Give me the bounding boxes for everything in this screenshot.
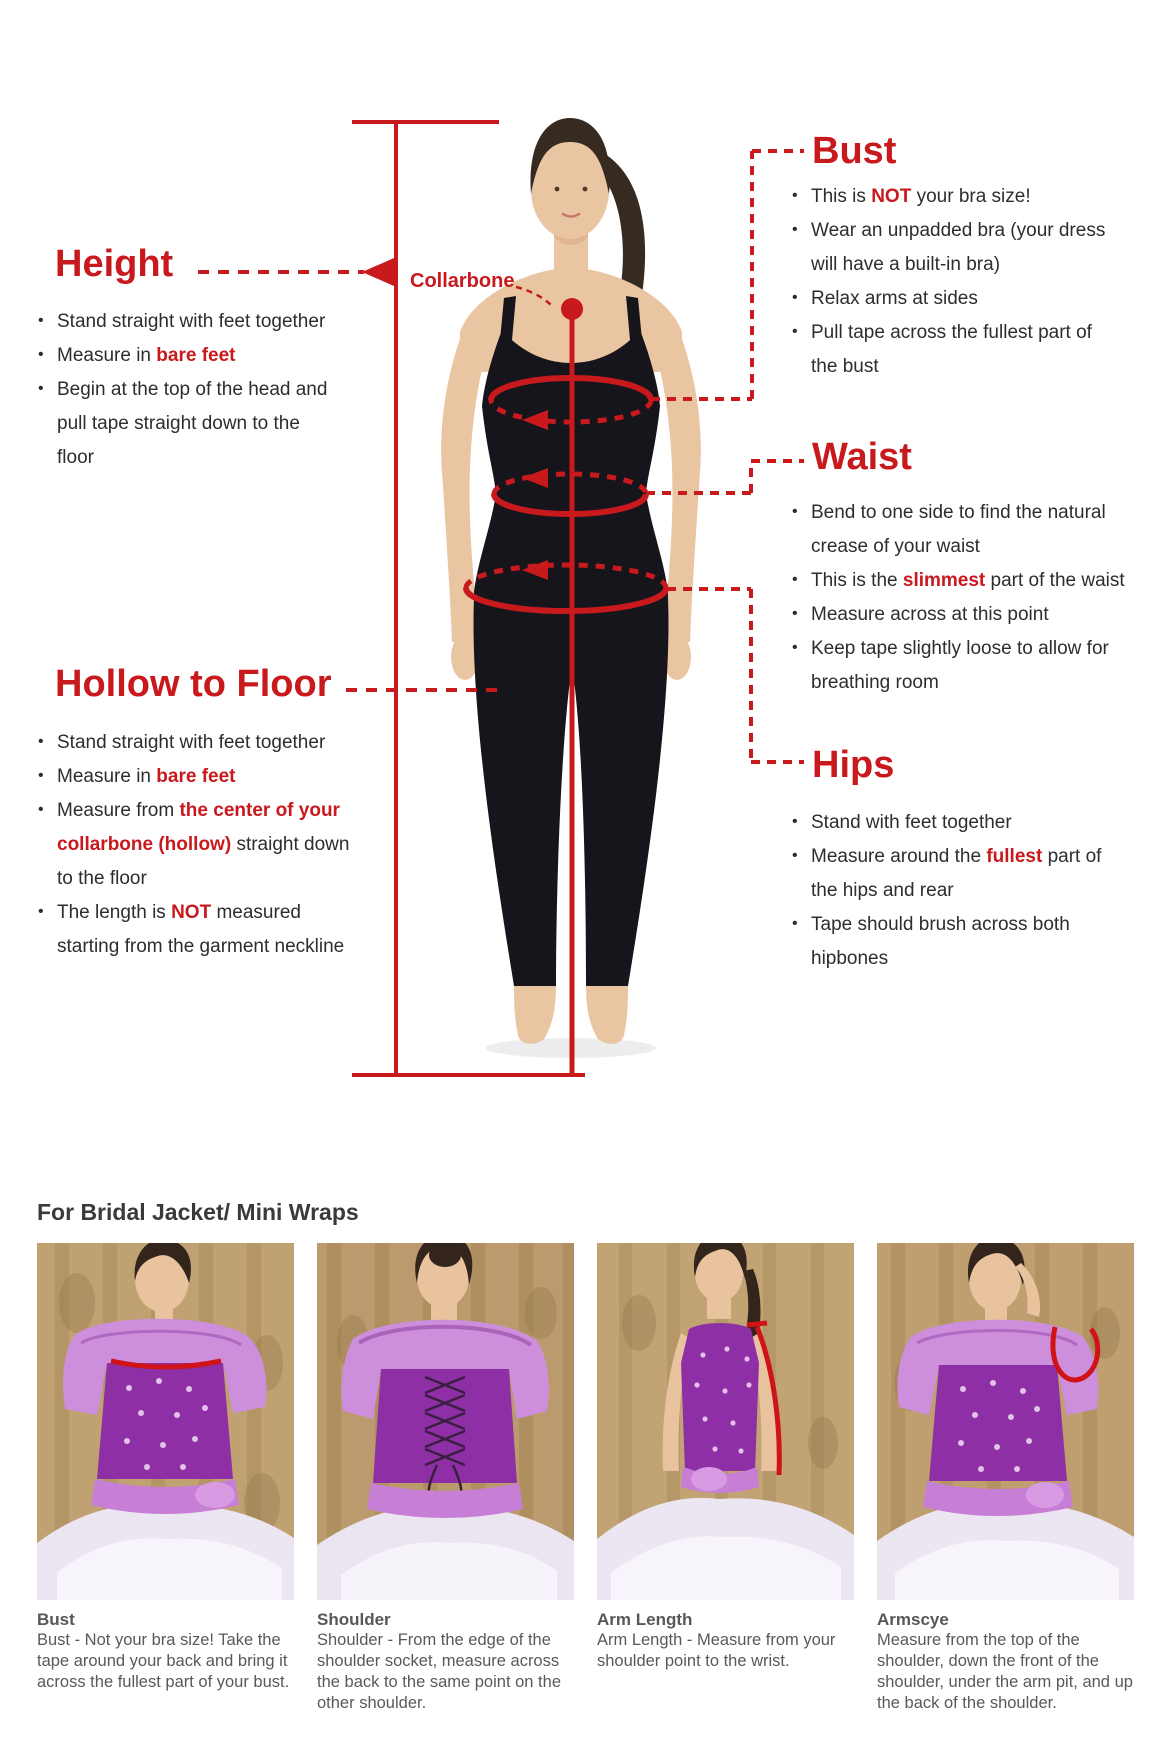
waist-bullets bbox=[790, 496, 1130, 700]
card-shoulder-desc: Shoulder - From the edge of the shoulder socket, measure across the back to the same point on the other shoulder. bbox=[317, 1631, 561, 1712]
card-arm-length-desc: Arm Length - Measure from your shoulder point to the wrist. bbox=[597, 1631, 836, 1670]
hollow-bullet: • Measure in bare feet bbox=[36, 760, 366, 794]
card-bust bbox=[37, 1243, 294, 1714]
collarbone-label: Collarbone bbox=[410, 270, 515, 292]
right-foot bbox=[586, 986, 628, 1044]
card-armscye bbox=[877, 1243, 1134, 1714]
height-arrowhead-icon bbox=[362, 258, 394, 286]
hips-bullet: • Stand with feet together bbox=[790, 806, 1106, 840]
bust-bullet: • Relax arms at sides bbox=[790, 282, 1106, 316]
hollow-bullets bbox=[36, 726, 366, 964]
bust-bullet: • Wear an unpadded bra (your dress will have a built-in bra) bbox=[790, 214, 1106, 282]
card-armscye-desc: Measure from the top of the shoulder, down the front of the shoulder, under the arm pit, and up the back of the shoulder. bbox=[877, 1631, 1133, 1712]
waist-bullet: • This is the slimmest part of the waist bbox=[790, 564, 1130, 598]
hollow-bullet: • Measure from the center of your collarbone (hollow) straight down to the floor bbox=[36, 794, 366, 896]
card-bust-desc: Bust - Not your bra size! Take the tape around your back and bring it across the fullest part of your bust. bbox=[37, 1631, 290, 1691]
height-title: Height bbox=[55, 243, 174, 285]
bottom-section-heading: For Bridal Jacket/ Mini Wraps bbox=[37, 1199, 359, 1225]
card-arm-length bbox=[597, 1243, 854, 1714]
left-eye bbox=[555, 187, 560, 192]
hips-bullet: • Measure around the fullest part of the hips and rear bbox=[790, 840, 1106, 908]
card-arm-length-name: Arm Length bbox=[597, 1610, 693, 1629]
bust-title: Bust bbox=[812, 130, 897, 172]
right-eye bbox=[583, 187, 588, 192]
card-armscye-name: Armscye bbox=[877, 1610, 949, 1629]
photo-armscye-front bbox=[877, 1243, 1134, 1600]
hollow-bullet: • Stand straight with feet together bbox=[36, 726, 366, 760]
waist-bullet: • Bend to one side to find the natural crease of your waist bbox=[790, 496, 1130, 564]
waist-bullet: • Keep tape slightly loose to allow for breathing room bbox=[790, 632, 1130, 700]
waist-bullet: • Measure across at this point bbox=[790, 598, 1130, 632]
card-shoulder-name: Shoulder bbox=[317, 1610, 391, 1629]
height-bullets bbox=[36, 305, 341, 475]
bust-bullet: • Pull tape across the fullest part of the bust bbox=[790, 316, 1106, 384]
left-legging bbox=[474, 598, 572, 986]
waist-title: Waist bbox=[812, 436, 912, 478]
bust-bullet: • This is NOT your bra size! bbox=[790, 180, 1106, 214]
waist-connector bbox=[646, 461, 804, 493]
height-bullet: • Stand straight with feet together bbox=[36, 305, 341, 339]
left-foot bbox=[514, 986, 556, 1044]
photo-arm-length-front bbox=[597, 1243, 854, 1600]
jacket-measure-cards bbox=[37, 1243, 1137, 1714]
photo-bust-front bbox=[37, 1243, 294, 1600]
hips-bullets bbox=[790, 806, 1106, 976]
photo-shoulder-back bbox=[317, 1243, 574, 1600]
hollow-to-floor-title: Hollow to Floor bbox=[55, 663, 332, 705]
card-shoulder bbox=[317, 1243, 574, 1714]
hips-bullet: • Tape should brush across both hipbones bbox=[790, 908, 1106, 976]
hollow-bullet: • The length is NOT measured starting from the garment neckline bbox=[36, 896, 366, 964]
height-bullet: • Begin at the top of the head and pull tape straight down to the floor bbox=[36, 373, 341, 475]
height-bullet: • Measure in bare feet bbox=[36, 339, 341, 373]
card-bust-name: Bust bbox=[37, 1610, 75, 1629]
hips-title: Hips bbox=[812, 744, 895, 786]
bust-bullets bbox=[790, 180, 1106, 384]
right-legging bbox=[572, 598, 668, 986]
